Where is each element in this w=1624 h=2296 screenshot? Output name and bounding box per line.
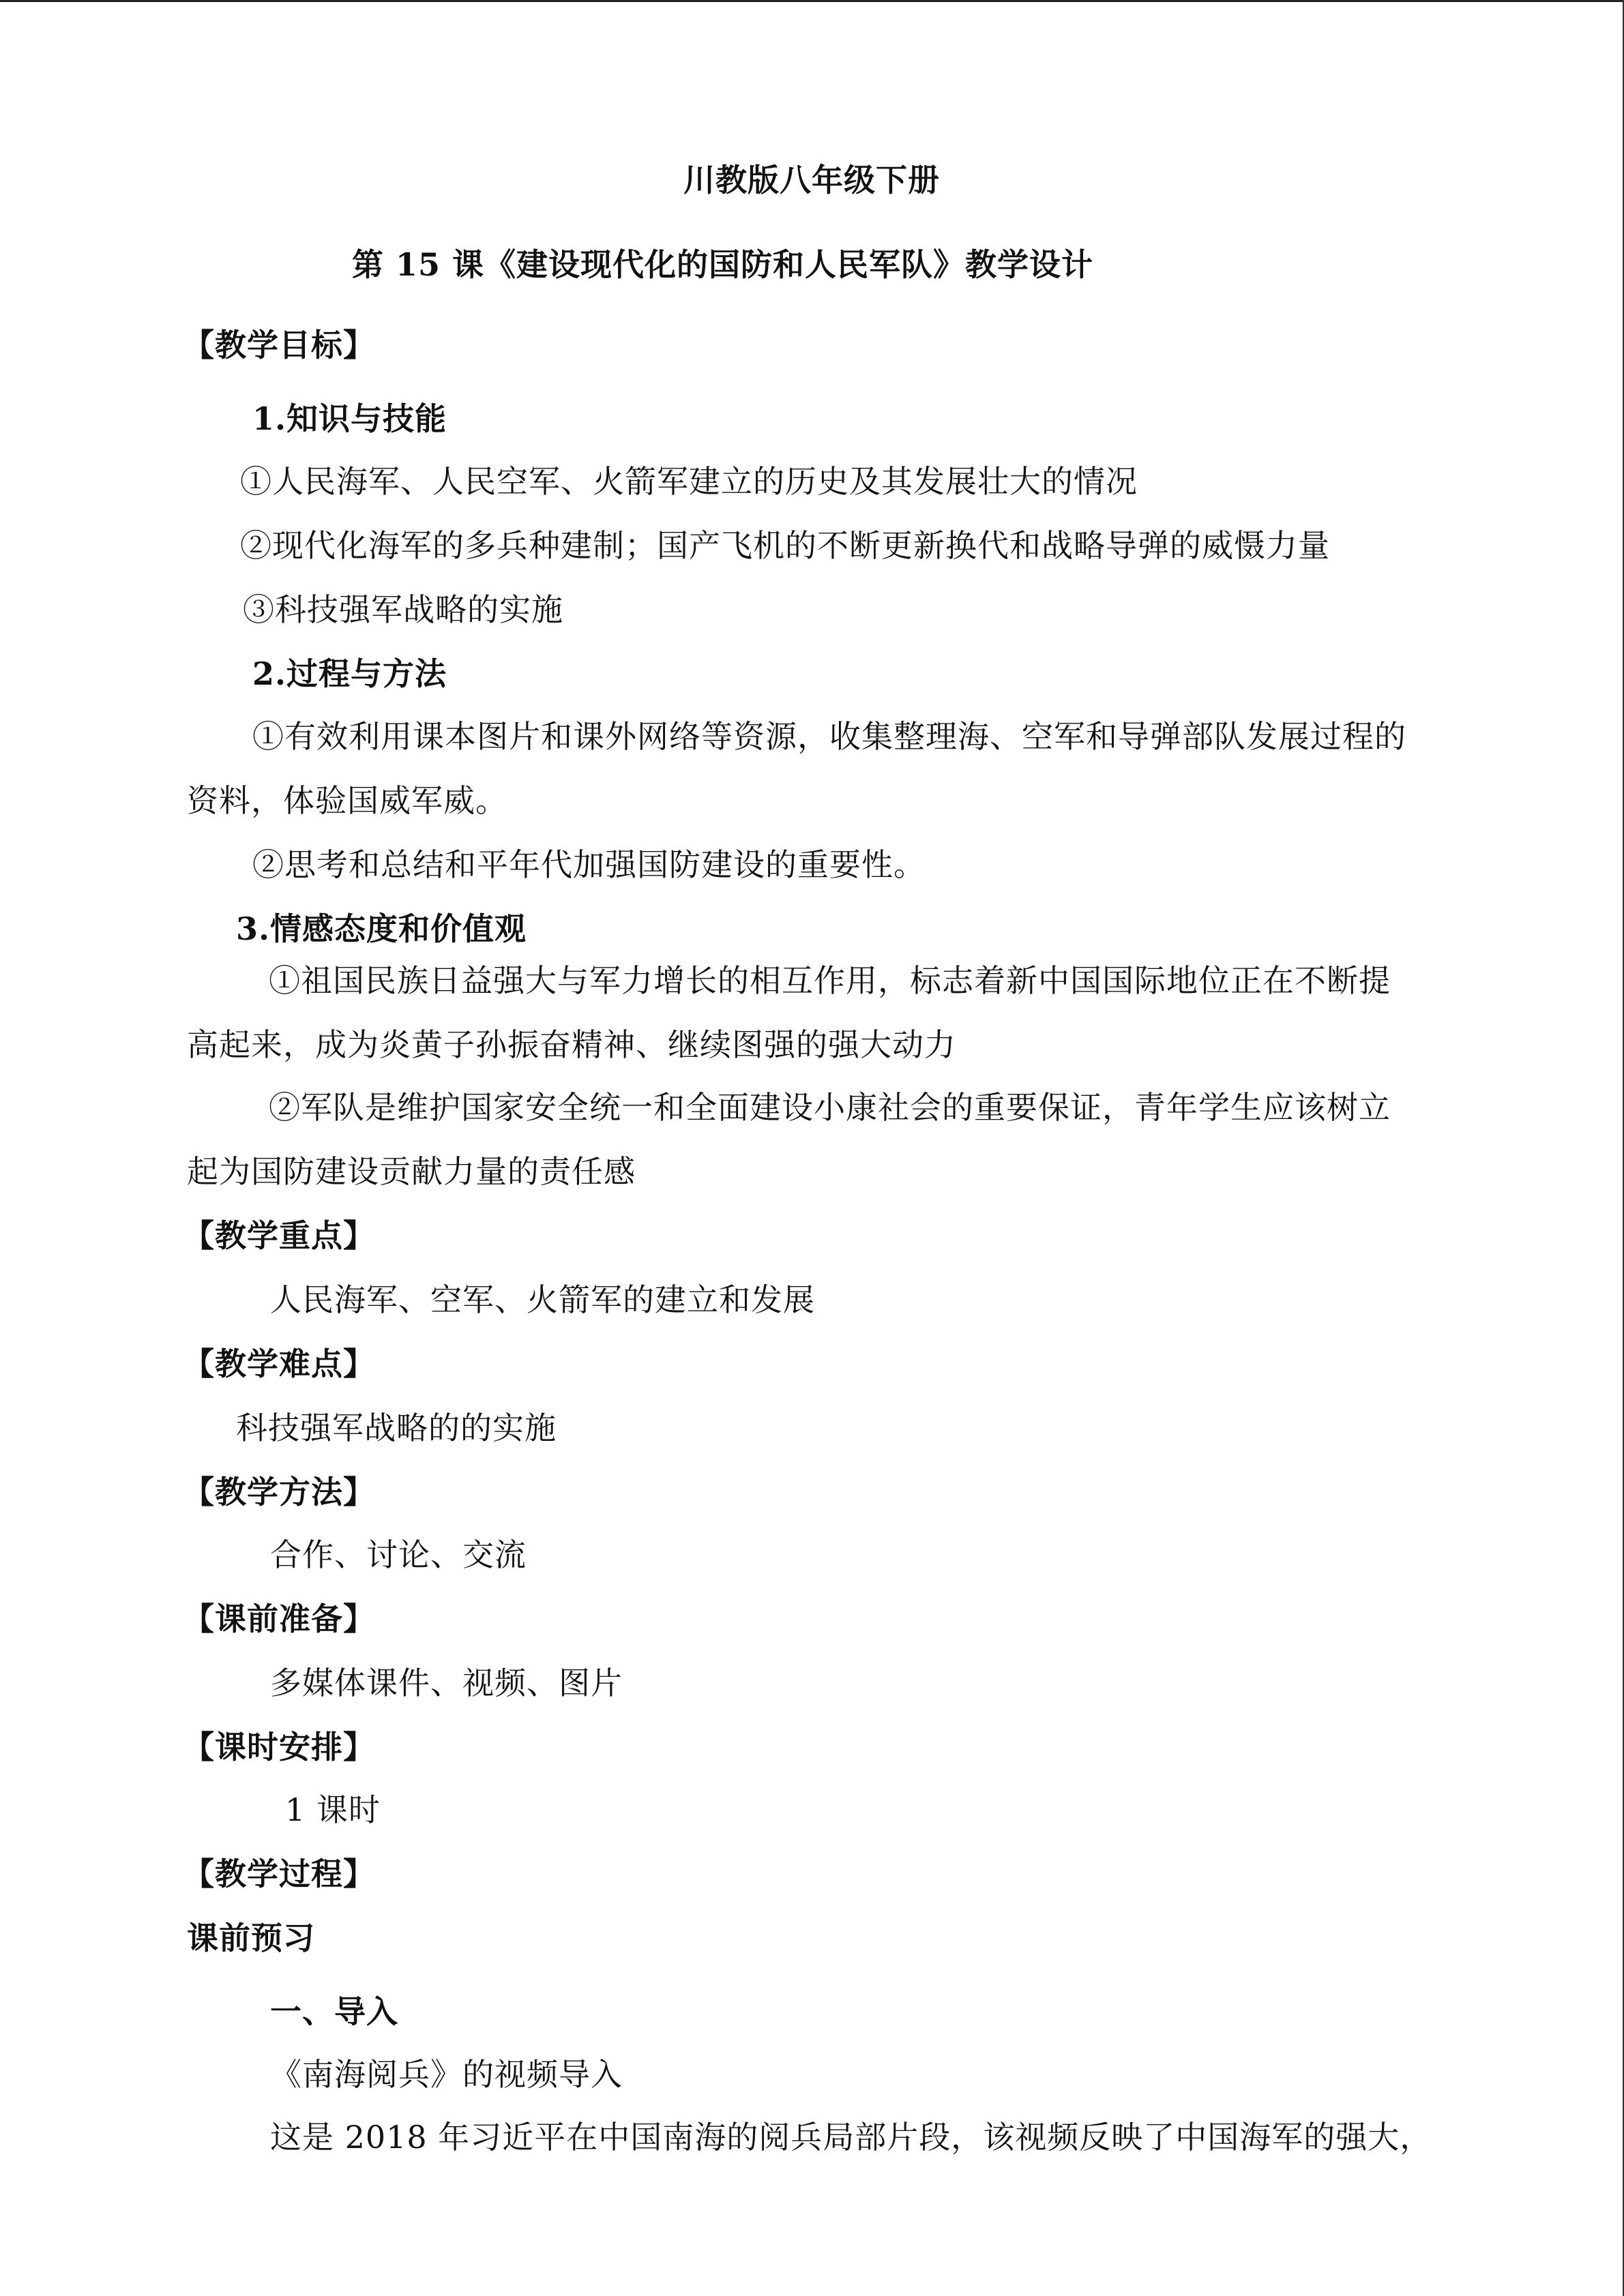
introduction-line-2: 这是 2018 年习近平在中国南海的阅兵局部片段，该视频反映了中国海军的强大， <box>270 2119 1432 2156</box>
schedule-text: 1 课时 <box>285 1791 381 1828</box>
section-heading-preparation: 【课前准备】 <box>183 1600 375 1637</box>
document-title: 第 15 课《建设现代化的国防和人民军队》教学设计 <box>352 246 1094 283</box>
subheading-emotion: 3.情感态度和价值观 <box>236 910 527 947</box>
section-heading-difficulties: 【教学难点】 <box>183 1345 375 1382</box>
knowledge-item-1: ①人民海军、人民空军、火箭军建立的历史及其发展壮大的情况 <box>240 463 1138 500</box>
key-points-text: 人民海军、空军、火箭军的建立和发展 <box>270 1281 815 1318</box>
difficulties-text: 科技强军战略的的实施 <box>236 1410 557 1446</box>
subheading-introduction: 一、导入 <box>270 1993 398 2030</box>
process-item-1-line-2: 资料，体验国威军威。 <box>187 782 507 819</box>
knowledge-item-3: ③科技强军战略的实施 <box>243 591 563 628</box>
section-heading-methods: 【教学方法】 <box>183 1474 375 1510</box>
subheading-process: 2.过程与方法 <box>252 655 447 692</box>
subheading-preview: 课前预习 <box>187 1920 315 1956</box>
emotion-item-2-line-1: ②军队是维护国家安全统一和全面建设小康社会的重要保证，青年学生应该树立 <box>269 1089 1391 1126</box>
emotion-item-2-line-2: 起为国防建设贡献力量的责任感 <box>187 1153 636 1190</box>
section-heading-key-points: 【教学重点】 <box>183 1217 375 1254</box>
knowledge-item-2: ②现代化海军的多兵种建制；国产飞机的不断更新换代和战略导弹的威慑力量 <box>240 527 1330 564</box>
introduction-line-1: 《南海阅兵》的视频导入 <box>270 2056 623 2093</box>
subheading-knowledge: 1.知识与技能 <box>252 400 447 437</box>
preparation-text: 多媒体课件、视频、图片 <box>270 1665 623 1701</box>
emotion-item-1-line-2: 高起来，成为炎黄子孙振奋精神、继续图强的强大动力 <box>187 1026 956 1063</box>
process-item-2: ②思考和总结和平年代加强国防建设的重要性。 <box>252 846 926 883</box>
section-heading-objectives: 【教学目标】 <box>183 327 375 363</box>
emotion-item-1-line-1: ①祖国民族日益强大与军力增长的相互作用，标志着新中国国际地位正在不断提 <box>269 962 1391 999</box>
process-item-1-line-1: ①有效利用课本图片和课外网络等资源，收集整理海、空军和导弹部队发展过程的 <box>252 718 1406 755</box>
methods-text: 合作、讨论、交流 <box>270 1536 527 1573</box>
section-heading-schedule: 【课时安排】 <box>183 1729 375 1765</box>
section-heading-teaching-process: 【教学过程】 <box>183 1855 375 1892</box>
document-header: 川教版八年级下册 <box>683 162 940 198</box>
page-top-border <box>0 0 1624 2</box>
